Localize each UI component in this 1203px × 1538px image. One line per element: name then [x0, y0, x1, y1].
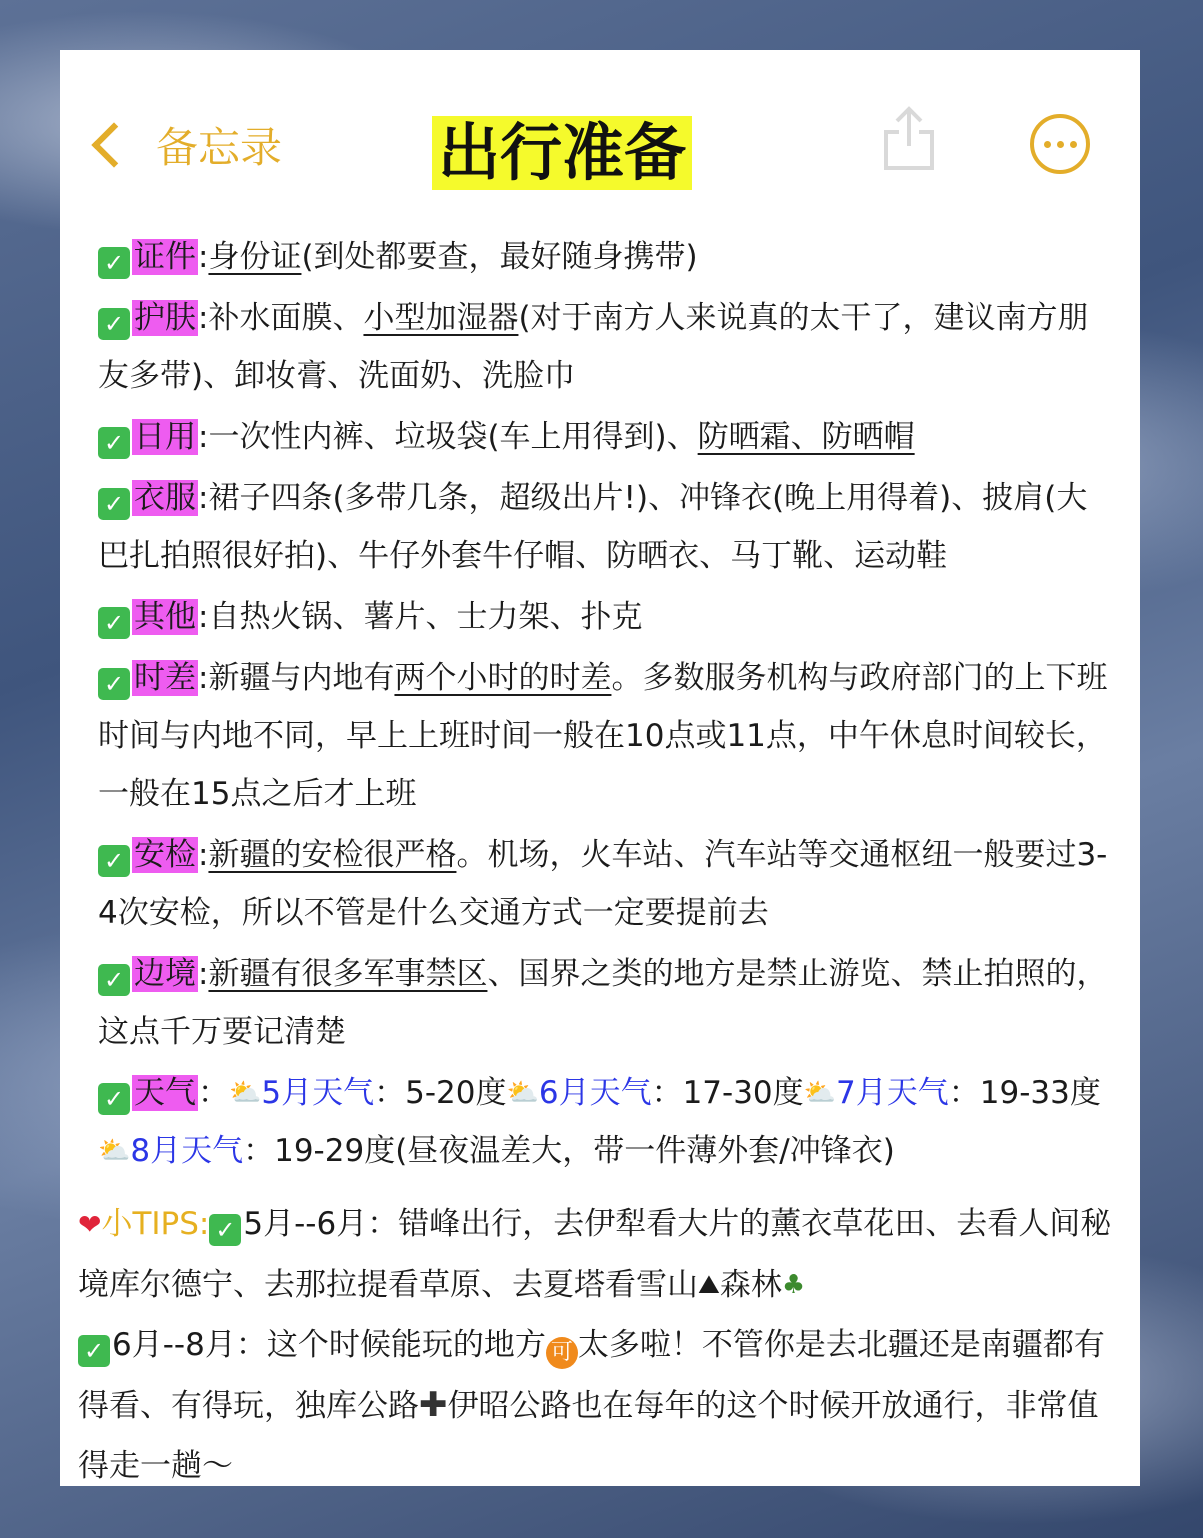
weather-range: 19-33度 — [979, 1075, 1101, 1111]
tree-icon: ♣ — [781, 1270, 806, 1300]
chevron-left-icon — [91, 122, 136, 167]
check-icon: ✓ — [98, 607, 130, 639]
list-item-weather: ✓ 天气：⛅5月天气：5-20度⛅6月天气：17-30度⛅7月天气：19-33度⛅8月天气：19-29度(昼夜温差大，带一件薄外套/冲锋衣) — [98, 1075, 1101, 1169]
note-title: 出行准备 — [432, 116, 692, 190]
item-label: 证件 — [134, 239, 196, 275]
tips-text: 6月--8月：这个时候能玩的地方 — [112, 1327, 546, 1363]
sun-behind-cloud-icon: ⛅ — [506, 1078, 539, 1108]
note-body — [78, 228, 1118, 1496]
underlined-text: 防晒霜、防晒帽 — [697, 419, 915, 455]
list-item-border: ✓ 边境:新疆有很多军事禁区、国界之类的地方是禁止游览、禁止拍照的，这点千万要记清楚 — [98, 956, 1108, 1050]
list-item-daily: ✓ 日用:一次性内裤、垃圾袋(车上用得到)、防晒霜、防晒帽 — [98, 408, 1118, 466]
sun-behind-cloud-icon: ⛅ — [229, 1078, 262, 1108]
heart-icon: ❤ — [78, 1208, 102, 1241]
check-icon: ✓ — [209, 1214, 241, 1246]
ke-badge-icon: 可 — [546, 1337, 578, 1369]
item-label: 边境 — [134, 956, 196, 992]
weather-range: 5-20度 — [405, 1075, 507, 1111]
item-label: 护肤 — [134, 300, 196, 336]
check-icon: ✓ — [98, 488, 130, 520]
check-icon: ✓ — [98, 308, 130, 340]
underlined-text: 新疆的安检很严格 — [208, 837, 457, 873]
item-label: 时差 — [134, 660, 196, 696]
underlined-text: 新疆有很多军事禁区 — [208, 956, 488, 992]
weather-month: 6月天气 — [538, 1075, 652, 1111]
check-icon: ✓ — [98, 1083, 130, 1115]
sun-behind-cloud-icon: ⛅ — [98, 1136, 131, 1166]
list-item-other: ✓ 其他:自热火锅、薯片、士力架、扑克 — [98, 588, 1118, 646]
back-button[interactable] — [84, 110, 282, 180]
snow-capped-mountain-icon: ⛰ — [698, 1270, 720, 1300]
list-item-timezone: ✓ 时差:新疆与内地有两个小时的时差。多数服务机构与政府部门的上下班时间与内地不同，早上上班时间一般在10点或11点，中午休息时间较长，一般在15点之后才上班 — [98, 660, 1108, 812]
weather-month: 7月天气 — [836, 1075, 949, 1111]
share-icon[interactable] — [882, 106, 936, 172]
check-icon: ✓ — [98, 427, 130, 459]
item-label: 天气 — [134, 1075, 196, 1111]
tips-label: 小TIPS: — [101, 1206, 210, 1242]
check-icon: ✓ — [98, 668, 130, 700]
sun-behind-cloud-icon: ⛅ — [803, 1078, 837, 1108]
list-item-security: ✓ 安检:新疆的安检很严格。机场，火车站、汽车站等交通枢纽一般要过3-4次安检，所以不管是什么交通方式一定要提前去 — [98, 837, 1108, 931]
tips-section: ❤小TIPS: ✓ 5月--6月：错峰出行，去伊犁看大片的薰衣草花田、去看人间秘境库尔德宁、去那拉提看草原、去夏塔看雪山⛰森林♣ ✓ 6月--8月：这个时候能玩的地方 可 太多啦！不管你是去北疆还是南疆都有得看、有得玩，独库公路✚伊昭公路也在每年的这个时候开放通行，非常值得走一趟～ — [78, 1206, 1112, 1484]
item-label: 衣服 — [134, 480, 196, 516]
check-icon: ✓ — [98, 964, 130, 996]
tips-text: 5月--6月：错峰出行，去伊犁看大片的薰衣草花田、去看人间秘境库尔德宁、去那拉提看草原、去夏塔看雪山 — [78, 1206, 1112, 1303]
underlined-text: 小型加湿器 — [363, 300, 519, 336]
note-toolbar — [60, 50, 1140, 230]
underlined-text: 身份证 — [208, 239, 302, 275]
item-label: 日用 — [134, 419, 196, 455]
underlined-text: 两个小时的时差 — [394, 660, 612, 696]
check-icon: ✓ — [98, 247, 130, 279]
weather-range: 19-29度(昼夜温差大，带一件薄外套/冲锋衣) — [274, 1133, 895, 1169]
item-label: 安检 — [134, 837, 196, 873]
weather-month: 8月天气 — [130, 1133, 244, 1169]
check-icon: ✓ — [98, 845, 130, 877]
list-item-id: ✓ 证件:身份证(到处都要查，最好随身携带) — [98, 228, 1118, 286]
list-item-clothes: ✓ 衣服:裙子四条(多带几条，超级出片!)、冲锋衣(晚上用得着)、披肩(大巴扎拍照很好拍)、牛仔外套牛仔帽、防晒衣、马丁靴、运动鞋 — [98, 480, 1088, 574]
note-card — [60, 50, 1140, 1486]
weather-month: 5月天气 — [261, 1075, 375, 1111]
more-options-icon[interactable] — [1030, 114, 1090, 174]
list-item-skincare: ✓ 护肤:补水面膜、小型加湿器(对于南方人来说真的太干了，建议南方朋友多带)、卸妆膏、洗面奶、洗脸巾 — [98, 300, 1089, 394]
check-icon: ✓ — [78, 1335, 110, 1367]
item-label: 其他 — [134, 599, 196, 635]
plus-icon: ✚ — [419, 1385, 448, 1425]
weather-range: 17-30度 — [682, 1075, 804, 1111]
back-label: 备忘录 — [156, 123, 283, 172]
